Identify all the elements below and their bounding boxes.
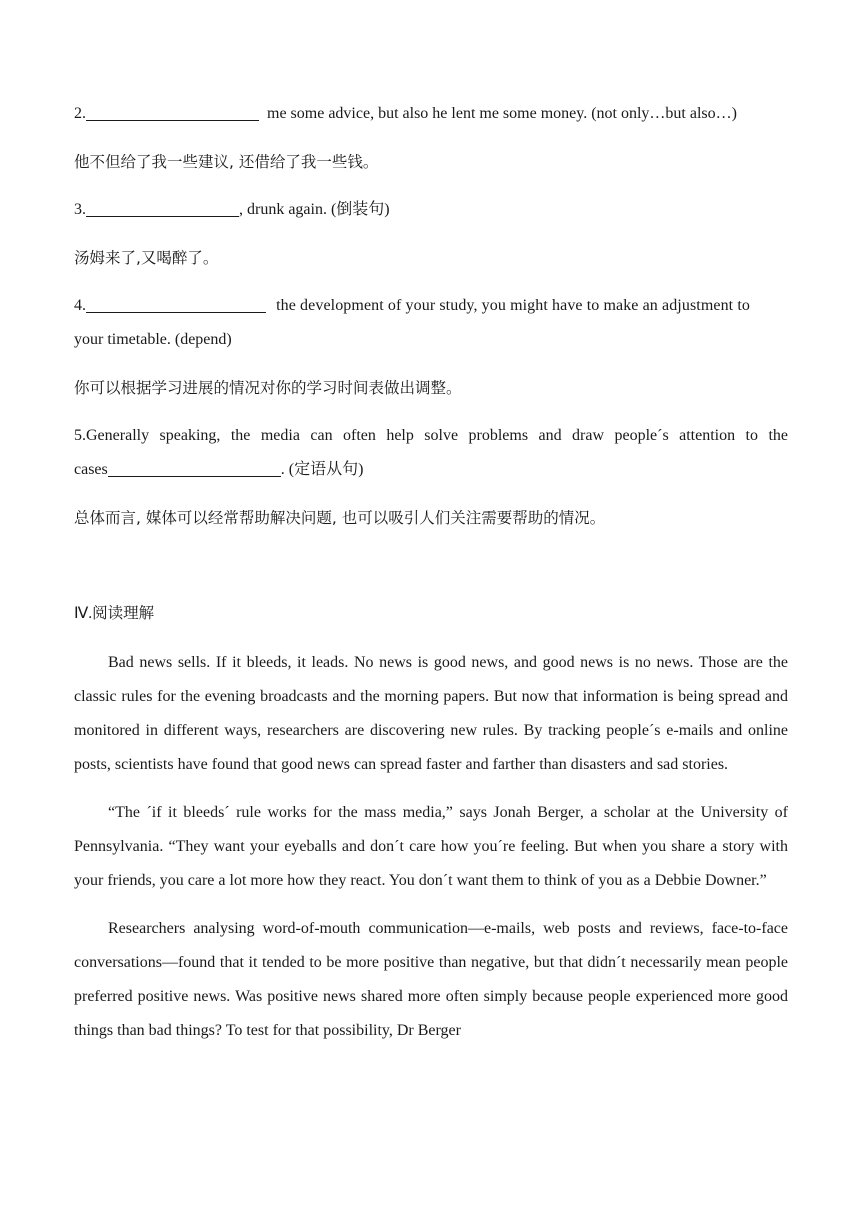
exercise-5-text-after: . (定语从句)	[280, 461, 364, 478]
exercise-4-translation: 你可以根据学习进展的情况对你的学习时间表做出调整。	[74, 379, 462, 397]
passage-paragraph-3: Researchers analysing word-of-mouth communication—e-mails, web posts and reviews, face-to-face conversations—found that it tended to be more positive than negative, but that didn´t necessarily mean people preferred positive news. Was positive news shared more often simply because people experienced more good things than bad things? To test for that possibility, Dr Berger	[74, 920, 788, 1039]
exercise-5-line2	[74, 453, 788, 487]
exercise-2-blank[interactable]	[86, 102, 259, 121]
exercise-3-line	[74, 193, 788, 227]
exercise-5-translation: 总体而言, 媒体可以经常帮助解决问题, 也可以吸引人们关注需要帮助的情况。	[74, 509, 606, 527]
exercise-2-line	[74, 97, 788, 131]
exercise-3-text: , drunk again. (倒装句)	[239, 201, 390, 218]
exercise-4-text: the development of your study, you might have to make an adjustment to	[272, 297, 750, 314]
passage-paragraph-1: Bad news sells. If it bleeds, it leads. No news is good news, and good news is no news. Those are the classic rules for the evening broadcasts and the morning papers. But now that information is being spread and monitored in different ways, researchers are discovering new rules. By tracking people´s e-mails and online posts, scientists have found that good news can spread faster and farther than disasters and sad stories.	[74, 654, 788, 773]
exercise-3-translation: 汤姆来了,又喝醉了。	[74, 249, 219, 267]
exercise-3-number: 3.	[74, 201, 86, 218]
exercise-2-translation: 他不但给了我一些建议, 还借给了我一些钱。	[74, 153, 379, 171]
reading-passage	[74, 646, 788, 1048]
section-heading: Ⅳ.阅读理解	[74, 605, 155, 622]
exercise-5-line: 5.Generally speaking, the media can often help solve problems and draw people´s attention to the	[74, 427, 788, 444]
exercise-4-line	[74, 289, 788, 323]
exercise-5-text-before: cases	[74, 461, 108, 478]
passage-paragraph-2: “The ´if it bleeds´ rule works for the mass media,” says Jonah Berger, a scholar at the University of Pennsylvania. “They want your eyeballs and don´t care how you´re feeling. But when you share a story with your friends, you care a lot more how they react. You don´t want them to think of you as a Debbie Downer.”	[74, 804, 788, 889]
exercise-2-number: 2.	[74, 105, 86, 122]
exercise-5-blank[interactable]	[108, 458, 281, 477]
exercise-4-number: 4.	[74, 297, 86, 314]
exercise-2-text: me some advice, but also he lent me some money. (not only…but also…)	[263, 105, 737, 122]
exercise-4-blank[interactable]	[86, 294, 266, 313]
exercise-3-blank[interactable]	[86, 198, 239, 217]
exercise-4-line2: your timetable. (depend)	[74, 331, 232, 348]
